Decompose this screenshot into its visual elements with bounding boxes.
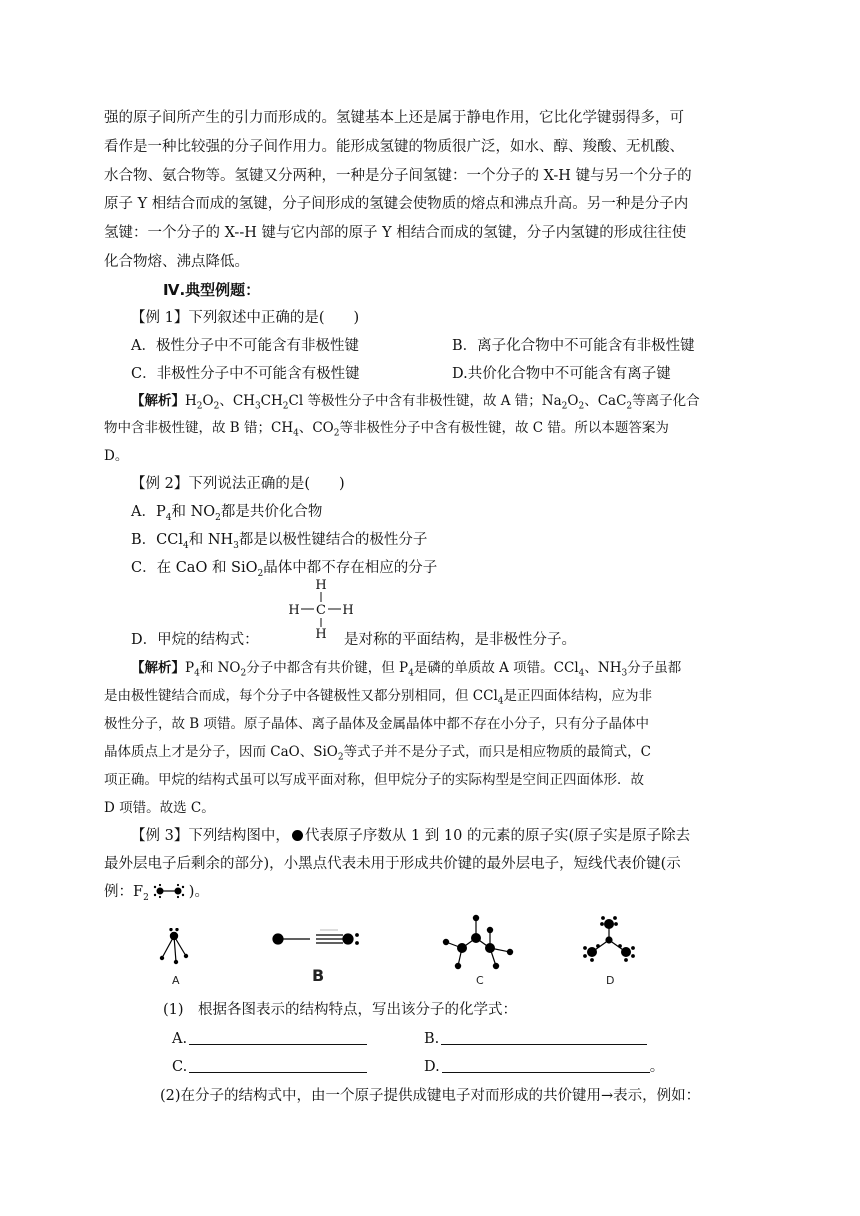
answer-d: D. 。 xyxy=(424,1059,665,1075)
structure-diagram-c xyxy=(436,912,520,978)
answer-a-blank[interactable] xyxy=(189,1030,367,1045)
example-2-analysis-line-6: D 项错。故选 C。 xyxy=(104,800,215,816)
example-3-line-2: 最外层电子后剩余的部分)，小黑点代表未用于形成共价键的最外层电子，短线代表价键(示 xyxy=(104,856,681,872)
structure-diagram-d xyxy=(578,912,640,972)
intro-line-1: 强的原子间所产生的引力而形成的。氢键基本上还是属于静电作用，它比化学键弱得多，可 xyxy=(104,110,684,126)
example-2-analysis-line-5: 项正确。甲烷的结构式虽可以写成平面对称，但甲烷分子的实际构型是空间正四面体形．故 xyxy=(104,772,644,788)
example-2-option-b: B．CCl$_4$和 $NH_3$都是以极性键结合的极性分子 xyxy=(131,532,428,551)
example-2-option-d: D．甲烷的结构式： xyxy=(131,632,259,648)
example-2-option-a: A．$P_4$和 $NO_2$都是共价化合物 xyxy=(131,504,323,523)
example-2-option-d-rest: 是对称的平面结构，是非极性分子。 xyxy=(344,632,576,648)
intro-line-4: 原子 Y 相结合而成的氢键，分子间形成的氢键会使物质的熔点和沸点升高。另一种是分子内 xyxy=(104,196,689,212)
atom-core-dot-icon xyxy=(292,830,303,841)
example-1-option-a: A．极性分子中不可能含有非极性键 xyxy=(131,338,359,354)
example-1-analysis-line-3: D。 xyxy=(104,448,129,464)
methane-h-left: H xyxy=(288,603,300,618)
answer-d-blank[interactable] xyxy=(442,1058,650,1073)
intro-line-6: 化合物熔、沸点降低。 xyxy=(104,254,249,270)
example-1-option-c: C．非极性分子中不可能含有极性键 xyxy=(131,366,360,382)
intro-line-3: 水合物、氨合物等。氢键又分两种，一种是分子间氢键：一个分子的 X-H 键与另一个分子的 xyxy=(104,168,692,184)
methane-h-bottom: H xyxy=(315,627,327,638)
methane-c: C xyxy=(316,603,326,618)
example-1-option-b: B．离子化合物中不可能含有非极性键 xyxy=(452,338,695,354)
example-1-question: 【例 1】下列叙述中正确的是( ) xyxy=(131,310,360,326)
intro-line-2: 看作是一种比较强的分子间作用力。能形成氢键的物质很广泛，如水、醇、羧酸、无机酸、 xyxy=(104,139,684,155)
diagram-label-b: B xyxy=(312,966,325,985)
intro-line-5: 氢键：一个分子的 X--H 键与它内部的原子 Y 相结合而成的氢键，分子内氢键的形成往往使 xyxy=(104,225,687,241)
answer-b-blank[interactable] xyxy=(441,1030,647,1045)
diagram-label-c: C xyxy=(476,974,484,987)
example-2-analysis-line-2: 是由极性键结合而成，每个分子中各键极性又都分别相同，但 CCl$_4$是正四面体结构，应为非 xyxy=(104,688,653,707)
methane-h-top: H xyxy=(315,578,327,593)
example-1-analysis-line-1: 【解析】$H_2O_2$、$CH_3CH_2Cl$ 等极性分子中含有非极性键，故 A 错；$Na_2O_2$、CaC$_2$等离子化合 xyxy=(131,393,700,412)
section-title: Ⅳ.典型例题： xyxy=(163,281,261,299)
example-2-analysis-line-3: 极性分子，故 B 项错。原子晶体、离子晶体及金属晶体中都不存在小分子，只有分子晶体中 xyxy=(104,716,650,732)
answer-c-blank[interactable] xyxy=(189,1058,367,1073)
diagram-label-a: A xyxy=(172,974,180,987)
example-3-line-1: 【例 3】下列结构图中， 代表原子序数从 1 到 10 的元素的原子实(原子实是原子除去 xyxy=(131,828,691,844)
example-1-analysis-line-2: 物中含非极性键，故 B 错；$CH_4$、$CO_2$等非极性分子中含有极性键，故 C 错。所以本题答案为 xyxy=(104,420,669,439)
example-2-analysis-line-1: 【解析】$P_4$和 $NO_2$分子中都含有共价键，但 $P_4$是磷的单质故 A 项错。CCl$_4$、$NH_3$分子虽都 xyxy=(131,660,682,679)
answer-b: B. xyxy=(424,1029,647,1049)
f2-example-icon xyxy=(151,883,187,905)
example-3-line-3: 例：$F_2$ )。 xyxy=(104,882,209,905)
answer-a: A. xyxy=(172,1029,367,1049)
example-2-question: 【例 2】下列说法正确的是( ) xyxy=(131,476,345,492)
example-1-option-d: D.共价化合物中不可能含有离子键 xyxy=(452,366,671,382)
structure-diagram-a xyxy=(156,928,196,980)
sub-question-2: (2)在分子的结构式中，由一个原子提供成键电子对而形成的共价键用→表示，例如： xyxy=(160,1088,701,1104)
structure-diagram-b xyxy=(268,924,364,958)
methane-h-right: H xyxy=(342,603,354,618)
sub-question-1: (1) 根据各图表示的结构特点，写出该分子的化学式： xyxy=(163,1002,518,1018)
answer-c: C. xyxy=(172,1057,367,1077)
methane-structural-formula xyxy=(286,578,356,638)
diagram-label-d: D xyxy=(606,974,615,987)
example-2-option-c: C．在 CaO 和 SiO$_2$晶体中都不存在相应的分子 xyxy=(131,560,438,579)
example-2-analysis-line-4: 晶体质点上才是分子，因而 CaO、SiO$_2$等式子并不是分子式，而只是相应物质的最简式，C xyxy=(104,744,651,763)
